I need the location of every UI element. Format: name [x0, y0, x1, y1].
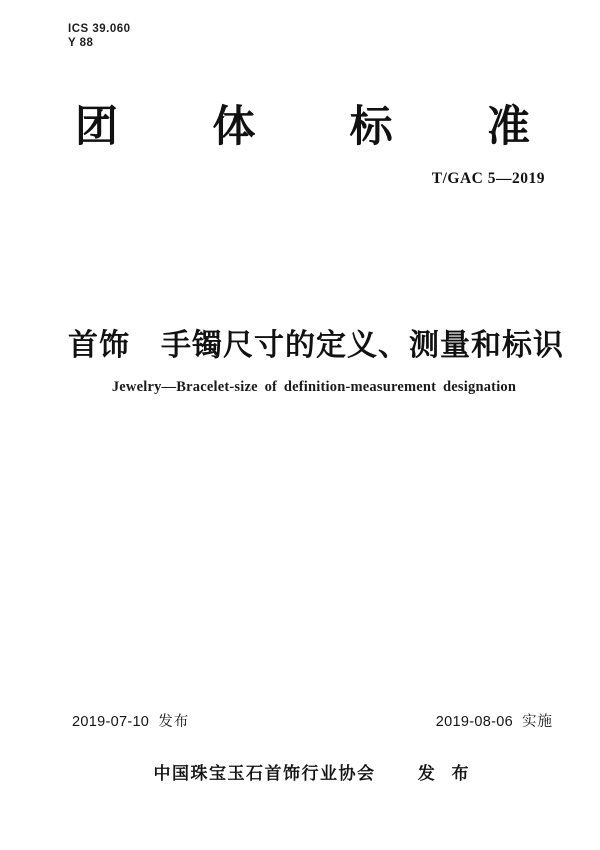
- publish-label: 发 布: [417, 764, 475, 783]
- issue-date: 2019-07-10: [72, 714, 150, 730]
- issue-date-group: [72, 710, 189, 731]
- publisher-row: [68, 759, 560, 784]
- classification-code: Y 88: [68, 37, 94, 49]
- big-title-char-3: 标: [349, 103, 393, 151]
- big-title-char-2: 体: [212, 103, 256, 151]
- ics-block: [68, 22, 131, 50]
- big-title-char-1: 团: [75, 103, 118, 151]
- implementation-date-label: 实施: [522, 714, 553, 730]
- document-title-chinese: 首饰 手镯尺寸的定义、测量和标识: [68, 329, 564, 362]
- ics-code: ICS 39.060: [68, 23, 131, 35]
- issue-date-label: 发布: [158, 714, 190, 730]
- big-title-char-4: 准: [486, 103, 530, 151]
- implementation-date-group: [436, 710, 553, 731]
- document-title-english: Jewelry—Bracelet-size of definition-measurement designation: [111, 379, 517, 395]
- publisher-name: 中国珠宝玉石首饰行业协会: [153, 764, 376, 783]
- standard-type-title: [75, 103, 530, 151]
- dates-row: [72, 710, 553, 731]
- standard-number: T/GAC 5—2019: [431, 170, 545, 187]
- implementation-date: 2019-08-06: [435, 714, 513, 730]
